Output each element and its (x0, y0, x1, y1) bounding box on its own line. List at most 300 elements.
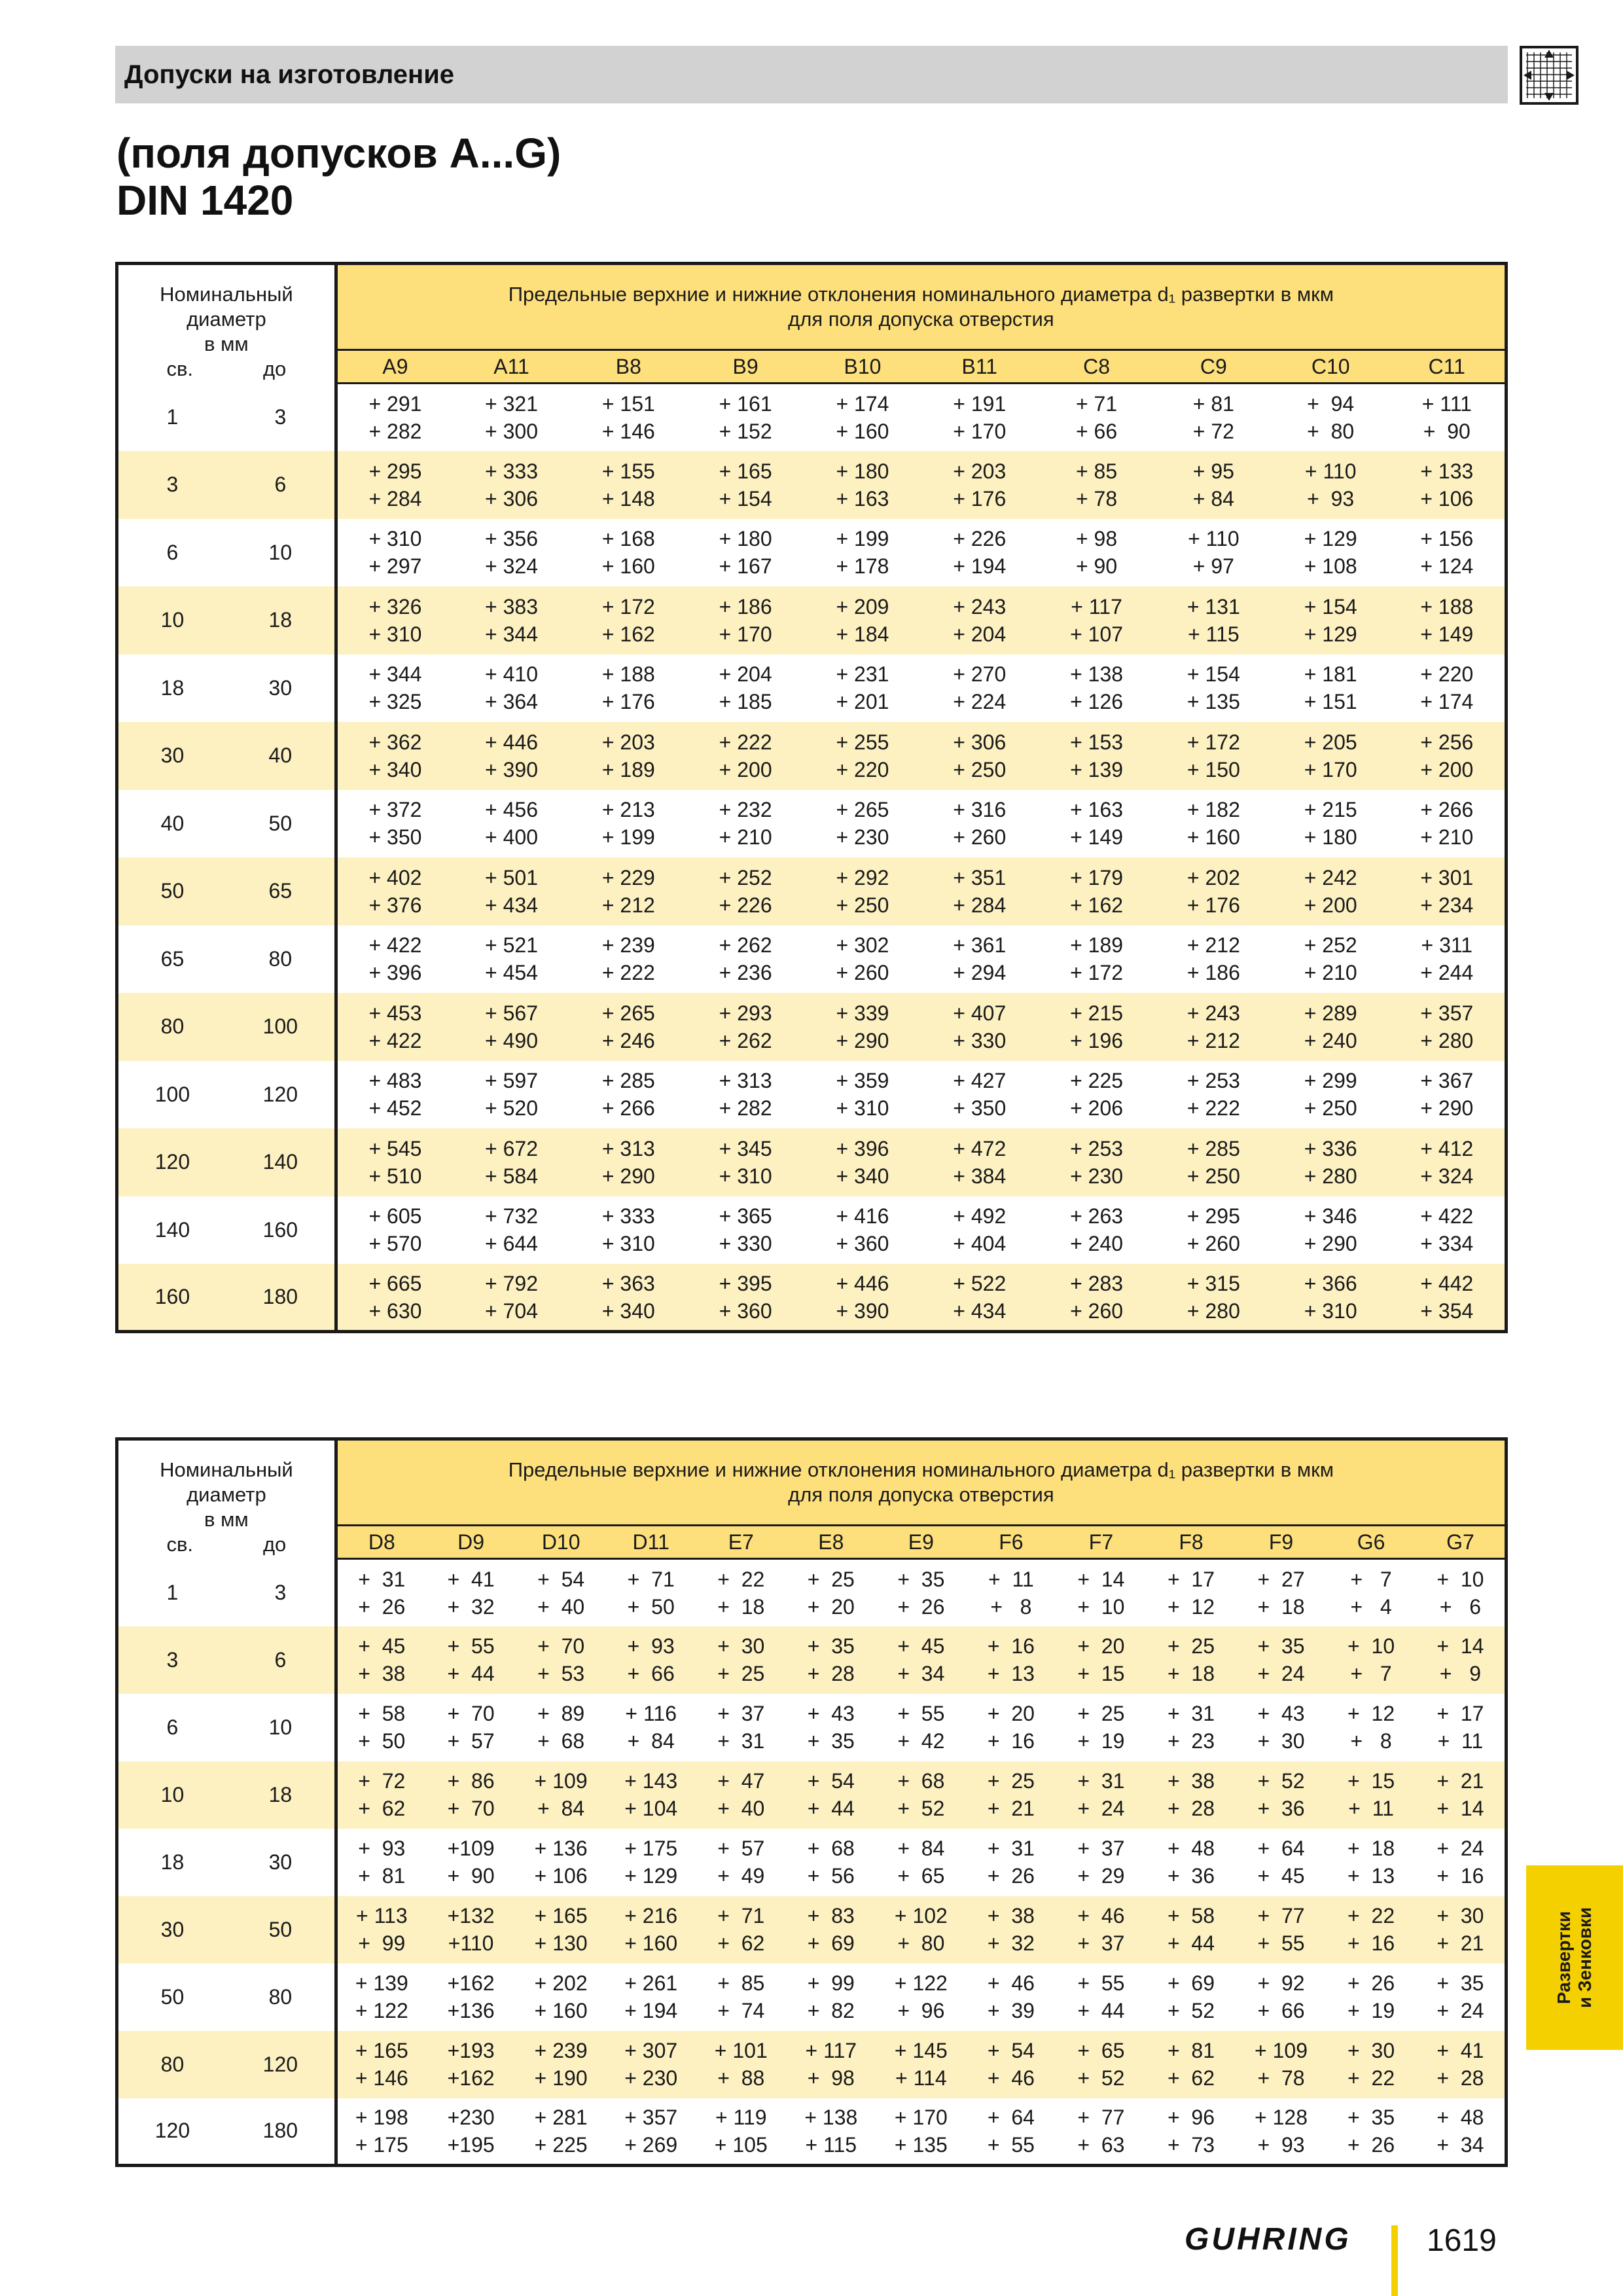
lower-deviation: + 190 (534, 2066, 588, 2090)
deviation-header (336, 264, 1506, 350)
lower-deviation: + 55 (1257, 1931, 1305, 1955)
upper-deviation: + 232 (719, 798, 772, 822)
page-title (116, 130, 561, 224)
deviation-cell (876, 1761, 967, 1829)
upper-deviation: + 16 (987, 1634, 1035, 1658)
upper-deviation: + 110 (1304, 459, 1357, 483)
lower-deviation: + 200 (1420, 757, 1474, 781)
deviation-cell (453, 519, 570, 587)
lower-deviation: + 22 (1347, 2066, 1395, 2090)
deviation-cell (876, 1694, 967, 1761)
deviation-cell (804, 1264, 921, 1332)
deviation-cell (921, 586, 1038, 655)
range-from: 6 (166, 1715, 179, 1739)
deviation-cell (1056, 1829, 1147, 1896)
upper-deviation: + 35 (1436, 1971, 1484, 1995)
lower-deviation: + 290 (1420, 1096, 1474, 1121)
lower-deviation: + 400 (485, 825, 538, 850)
from-to-labels (118, 357, 334, 382)
upper-deviation: + 363 (601, 1271, 655, 1295)
deviation-cell (804, 384, 921, 452)
upper-deviation: + 285 (601, 1069, 655, 1093)
from-label: св. (166, 357, 194, 380)
lower-deviation: + 26 (987, 1864, 1035, 1888)
upper-deviation: + 43 (1257, 1702, 1305, 1725)
upper-deviation: + 456 (485, 798, 538, 822)
range-to: 10 (268, 1715, 293, 1739)
upper-deviation: + 101 (714, 2039, 768, 2062)
deviation-cell (1236, 1626, 1327, 1694)
lower-deviation: + 396 (368, 961, 422, 985)
lower-deviation: + 146 (355, 2066, 408, 2090)
deviation-cell (696, 1896, 786, 1964)
deviation-cell (1236, 1896, 1327, 1964)
deviation-cell (1272, 790, 1389, 858)
upper-deviation: + 261 (624, 1971, 678, 1995)
upper-deviation: + 395 (719, 1271, 772, 1295)
table-row (117, 722, 1507, 790)
range-from: 40 (160, 811, 185, 835)
lower-deviation: + 18 (1167, 1662, 1215, 1685)
lower-deviation: + 44 (447, 1662, 495, 1685)
deviation-cell (876, 2098, 967, 2166)
deviation-cell (336, 857, 453, 925)
deviation-cell (696, 1694, 786, 1761)
diameter-range-cell (117, 586, 336, 655)
lower-deviation: + 262 (719, 1028, 772, 1052)
lower-deviation: + 148 (601, 486, 655, 511)
deviation-cell (1236, 1761, 1327, 1829)
deviation-cell (1056, 1761, 1147, 1829)
lower-deviation: + 62 (717, 1931, 765, 1955)
deviation-cell (966, 1964, 1056, 2031)
table-header-row (117, 264, 1507, 350)
lower-deviation: + 152 (719, 420, 772, 443)
deviation-cell (966, 1829, 1056, 1896)
lower-deviation: + 280 (1420, 1028, 1474, 1052)
lower-deviation: + 88 (717, 2066, 765, 2090)
lower-deviation: + 364 (485, 690, 538, 714)
upper-deviation: + 253 (1070, 1136, 1124, 1160)
deviation-cell (1416, 1761, 1507, 1829)
lower-deviation: + 68 (537, 1729, 585, 1753)
range-to: 50 (268, 1917, 293, 1941)
deviation-cell (1389, 1196, 1507, 1265)
lower-deviation: + 129 (624, 1864, 678, 1888)
upper-deviation: + 153 (1070, 730, 1124, 754)
deviation-cell (606, 1694, 696, 1761)
upper-deviation: + 365 (719, 1204, 772, 1229)
deviation-cell (336, 1694, 426, 1761)
lower-deviation: + 52 (897, 1797, 945, 1820)
upper-deviation: + 18 (1347, 1837, 1395, 1860)
diameter-range-cell (117, 993, 336, 1061)
upper-deviation: + 35 (897, 1567, 945, 1591)
deviation-cell (1389, 1061, 1507, 1129)
upper-deviation: + 359 (836, 1069, 889, 1093)
upper-deviation: + 25 (1167, 1634, 1215, 1658)
upper-deviation: + 95 (1192, 459, 1234, 483)
upper-deviation: + 402 (368, 865, 422, 889)
upper-deviation: + 522 (953, 1271, 1007, 1295)
upper-deviation: + 58 (1167, 1904, 1215, 1928)
upper-deviation: + 10 (1347, 1634, 1395, 1658)
lower-deviation: + 19 (1347, 1999, 1395, 2022)
upper-deviation: + 17 (1436, 1702, 1484, 1725)
upper-deviation: + 139 (355, 1971, 408, 1995)
upper-deviation: + 299 (1304, 1069, 1357, 1093)
tolerance-class-c10: C10 (1272, 350, 1389, 384)
lower-deviation: + 34 (897, 1662, 945, 1685)
deviation-cell (336, 1196, 453, 1265)
lower-deviation: + 115 (805, 2132, 857, 2157)
lower-deviation: + 384 (953, 1164, 1007, 1188)
table-row (117, 451, 1507, 519)
lower-deviation: +110 (448, 1931, 494, 1955)
upper-deviation: + 301 (1420, 865, 1474, 889)
upper-deviation: + 229 (601, 865, 655, 889)
lower-deviation: + 196 (1070, 1028, 1124, 1052)
upper-deviation: + 175 (624, 1837, 678, 1860)
lower-deviation: + 176 (601, 690, 655, 714)
deviation-cell (336, 384, 453, 452)
upper-deviation: + 396 (836, 1136, 889, 1160)
tolerance-class-b9: B9 (687, 350, 804, 384)
lower-deviation: + 81 (358, 1864, 406, 1888)
deviation-cell (804, 1061, 921, 1129)
lower-deviation: + 176 (1186, 893, 1240, 917)
lower-deviation: + 490 (485, 1028, 538, 1052)
upper-deviation: + 25 (1077, 1702, 1125, 1725)
range-to: 18 (268, 608, 293, 632)
deviation-cell (336, 655, 453, 723)
lower-deviation: + 93 (1307, 486, 1355, 511)
deviation-cell (687, 519, 804, 587)
upper-deviation: + 333 (485, 459, 538, 483)
upper-deviation: + 315 (1186, 1271, 1240, 1295)
deviation-cell (1389, 1128, 1507, 1196)
lower-deviation: +162 (447, 2066, 495, 2090)
deviation-cell (516, 1964, 606, 2031)
upper-deviation: + 222 (719, 730, 772, 754)
deviation-cell (1272, 1061, 1389, 1129)
upper-deviation: + 545 (368, 1136, 422, 1160)
upper-deviation: + 215 (1070, 1001, 1124, 1025)
diameter-range (118, 473, 334, 497)
lower-deviation: + 199 (601, 825, 655, 850)
upper-deviation: + 165 (534, 1904, 588, 1928)
lower-deviation: + 8 (1350, 1729, 1392, 1753)
deviation-cell (966, 1896, 1056, 1964)
table-row (117, 1128, 1507, 1196)
upper-deviation: +132 (447, 1904, 495, 1928)
deviation-cell (687, 1128, 804, 1196)
deviation-cell (336, 1626, 426, 1694)
lower-deviation: + 40 (537, 1594, 585, 1619)
upper-deviation: + 427 (953, 1069, 1007, 1093)
deviation-cell (1038, 384, 1155, 452)
upper-deviation: + 54 (537, 1567, 585, 1591)
deviation-cell (1155, 993, 1272, 1061)
deviation-cell (426, 1626, 516, 1694)
upper-deviation: + 567 (485, 1001, 538, 1025)
deviation-cell (336, 1829, 426, 1896)
upper-deviation: + 119 (715, 2105, 767, 2129)
lower-deviation: + 284 (953, 893, 1007, 917)
lower-deviation: + 175 (355, 2132, 408, 2157)
tolerance-class-g6: G6 (1326, 1526, 1416, 1559)
deviation-cell (516, 1559, 606, 1626)
upper-deviation: + 357 (1420, 1001, 1474, 1025)
upper-deviation: + 84 (897, 1837, 945, 1860)
lower-deviation: + 108 (1304, 554, 1357, 579)
deviation-cell (1272, 1196, 1389, 1265)
upper-deviation: + 383 (485, 594, 538, 619)
lower-deviation: + 37 (1077, 1931, 1125, 1955)
upper-deviation: + 143 (624, 1769, 678, 1793)
lower-deviation: + 266 (601, 1096, 655, 1121)
lower-deviation: + 704 (485, 1299, 538, 1323)
deviation-cell (1272, 722, 1389, 790)
lower-deviation: + 330 (953, 1028, 1007, 1052)
deviation-cell (1416, 1626, 1507, 1694)
lower-deviation: + 53 (537, 1662, 585, 1685)
diameter-range-cell (117, 519, 336, 587)
deviation-cell (786, 1626, 876, 1694)
lower-deviation: + 354 (1420, 1299, 1474, 1323)
tolerance-class-b8: B8 (570, 350, 687, 384)
deviation-cell (336, 2031, 426, 2098)
upper-deviation: + 20 (987, 1702, 1035, 1725)
lower-deviation: + 11 (1437, 1729, 1484, 1753)
upper-deviation: + 311 (1421, 933, 1473, 958)
deviation-cell (966, 1761, 1056, 1829)
deviation-cell (426, 2031, 516, 2098)
lower-deviation: + 210 (719, 825, 772, 850)
deviation-cell (921, 1264, 1038, 1332)
deviation-cell (786, 1694, 876, 1761)
upper-deviation: + 225 (1070, 1069, 1124, 1093)
upper-deviation: + 203 (601, 730, 655, 754)
deviation-cell (1038, 722, 1155, 790)
side-tab-label (1554, 1907, 1596, 2008)
range-from: 6 (166, 540, 179, 564)
upper-deviation: + 31 (358, 1567, 406, 1591)
deviation-cell (336, 1964, 426, 2031)
deviation-header-line-2: для поля допуска отверстия (788, 308, 1054, 331)
lower-deviation: + 97 (1192, 554, 1234, 579)
upper-deviation: + 58 (358, 1702, 406, 1725)
deviation-cell (570, 451, 687, 519)
diameter-range-cell (117, 925, 336, 994)
lower-deviation: + 122 (355, 1999, 408, 2022)
lower-deviation: + 135 (894, 2132, 948, 2157)
lower-deviation: + 162 (1070, 893, 1124, 917)
deviation-cell (606, 1761, 696, 1829)
diameter-range-cell (117, 451, 336, 519)
lower-deviation: + 90 (1075, 554, 1118, 579)
lower-deviation: + 99 (358, 1931, 406, 1955)
diameter-range (118, 879, 334, 903)
upper-deviation: + 31 (987, 1837, 1035, 1860)
diameter-range (118, 1648, 334, 1672)
lower-deviation: + 115 (1188, 622, 1240, 646)
upper-deviation: + 102 (894, 1904, 948, 1928)
lower-deviation: + 98 (807, 2066, 855, 2090)
deviation-cell (336, 519, 453, 587)
deviation-cell (1236, 1559, 1327, 1626)
upper-deviation: +162 (447, 1971, 495, 1995)
lower-deviation: + 29 (1077, 1864, 1125, 1888)
deviation-cell (1389, 857, 1507, 925)
deviation-cell (426, 1896, 516, 1964)
deviation-cell (1056, 1694, 1147, 1761)
upper-deviation: + 521 (485, 933, 538, 958)
range-to: 80 (268, 946, 293, 971)
deviation-cell (453, 655, 570, 723)
deviation-cell (1146, 1694, 1236, 1761)
diameter-range-cell (117, 857, 336, 925)
lower-deviation: + 28 (1436, 2066, 1484, 2090)
tolerance-class-d8: D8 (336, 1526, 426, 1559)
upper-deviation: + 69 (1167, 1971, 1215, 1995)
deviation-cell (453, 1196, 570, 1265)
lower-deviation: + 25 (717, 1662, 765, 1685)
upper-deviation: + 54 (987, 2039, 1035, 2062)
deviation-cell (1146, 2031, 1236, 2098)
lower-deviation: + 340 (601, 1299, 655, 1323)
diameter-range-cell (117, 384, 336, 452)
upper-deviation: + 38 (1167, 1769, 1215, 1793)
upper-deviation: + 336 (1304, 1136, 1357, 1160)
upper-deviation: + 109 (1255, 2039, 1308, 2062)
deviation-cell (1155, 1264, 1272, 1332)
lower-deviation: + 260 (836, 961, 889, 985)
tolerance-class-d11: D11 (606, 1526, 696, 1559)
range-to: 10 (268, 540, 293, 564)
deviation-cell (606, 2031, 696, 2098)
tolerance-class-c11: C11 (1389, 350, 1507, 384)
range-to: 30 (268, 675, 293, 700)
upper-deviation: + 239 (534, 2039, 588, 2062)
range-to: 50 (268, 811, 293, 835)
deviation-cell (453, 384, 570, 452)
lower-deviation: + 360 (836, 1232, 889, 1256)
upper-deviation: + 605 (368, 1204, 422, 1229)
lower-deviation: + 290 (601, 1164, 655, 1188)
lower-deviation: + 9 (1439, 1662, 1481, 1685)
lower-deviation: + 222 (601, 961, 655, 985)
deviation-cell (1326, 1761, 1416, 1829)
lower-deviation: + 222 (1186, 1096, 1240, 1121)
upper-deviation: + 356 (485, 527, 538, 551)
deviation-cell (570, 384, 687, 452)
deviation-cell (921, 1061, 1038, 1129)
upper-deviation: + 351 (953, 865, 1007, 889)
lower-deviation: + 284 (368, 486, 422, 511)
lower-deviation: + 32 (987, 1931, 1035, 1955)
deviation-cell (516, 1626, 606, 1694)
deviation-header-line-2: для поля допуска отверстия (788, 1483, 1054, 1506)
upper-deviation: + 30 (717, 1634, 765, 1658)
deviation-cell (696, 1626, 786, 1694)
lower-deviation: + 390 (485, 757, 538, 781)
range-to: 180 (262, 2119, 298, 2143)
upper-deviation: + 71 (1075, 392, 1118, 416)
lower-deviation: + 178 (836, 554, 889, 579)
deviation-cell (426, 1761, 516, 1829)
lower-deviation: + 149 (1070, 825, 1124, 850)
upper-deviation: + 7 (1350, 1567, 1392, 1591)
diameter-range (118, 676, 334, 700)
lower-deviation: + 107 (1070, 622, 1124, 646)
lower-deviation: + 404 (953, 1232, 1007, 1256)
upper-deviation: + 182 (1186, 798, 1240, 822)
deviation-cell (1146, 1761, 1236, 1829)
deviation-cell (786, 2098, 876, 2166)
lower-deviation: + 310 (601, 1232, 655, 1256)
lower-deviation: + 230 (624, 2066, 678, 2090)
deviation-cell (1416, 2098, 1507, 2166)
upper-deviation: + 283 (1070, 1271, 1124, 1295)
lower-deviation: + 30 (1257, 1729, 1305, 1753)
upper-deviation: +230 (447, 2105, 495, 2129)
table-row (117, 519, 1507, 587)
side-tab-reamers[interactable] (1526, 1865, 1623, 2050)
deviation-cell (336, 1128, 453, 1196)
diameter-range (118, 1985, 334, 2009)
upper-deviation: + 111 (1421, 392, 1472, 416)
lower-deviation: + 280 (1304, 1164, 1357, 1188)
lower-deviation: + 240 (1304, 1028, 1357, 1052)
deviation-cell (1236, 1964, 1327, 2031)
deviation-header-line-1: Предельные верхние и нижние отклонения номинального диаметра d₁ развертки в мкм (508, 1458, 1334, 1481)
lower-deviation: + 49 (717, 1864, 765, 1888)
deviation-cell (1038, 451, 1155, 519)
upper-deviation: + 199 (836, 527, 889, 551)
deviation-cell (453, 1264, 570, 1332)
tolerance-class-a9: A9 (336, 350, 453, 384)
upper-deviation: + 265 (836, 798, 889, 822)
nominal-diameter-header-line: Номинальный (160, 1458, 293, 1481)
diameter-range-cell (117, 2098, 336, 2166)
range-to: 120 (262, 2052, 298, 2076)
table-row (117, 925, 1507, 994)
diameter-range (118, 1715, 334, 1740)
range-from: 18 (160, 1850, 185, 1874)
upper-deviation: + 220 (1420, 662, 1474, 687)
deviation-cell (1272, 655, 1389, 723)
lower-deviation: + 74 (717, 1999, 765, 2022)
deviation-cell (1326, 2031, 1416, 2098)
deviation-cell (1326, 1896, 1416, 1964)
deviation-cell (1272, 1264, 1389, 1332)
upper-deviation: + 14 (1077, 1567, 1125, 1591)
deviation-cell (570, 1061, 687, 1129)
tolerance-table-a-c (115, 262, 1508, 1333)
upper-deviation: + 138 (804, 2105, 858, 2129)
lower-deviation: + 200 (1304, 893, 1357, 917)
range-from: 120 (154, 2119, 190, 2143)
deviation-cell (687, 451, 804, 519)
lower-deviation: + 52 (1167, 1999, 1215, 2022)
lower-deviation: + 160 (624, 1931, 678, 1955)
deviation-cell (921, 519, 1038, 587)
deviation-cell (921, 993, 1038, 1061)
lower-deviation: + 106 (1420, 486, 1474, 511)
lower-deviation: + 57 (447, 1729, 495, 1753)
diameter-range-cell (117, 1264, 336, 1332)
